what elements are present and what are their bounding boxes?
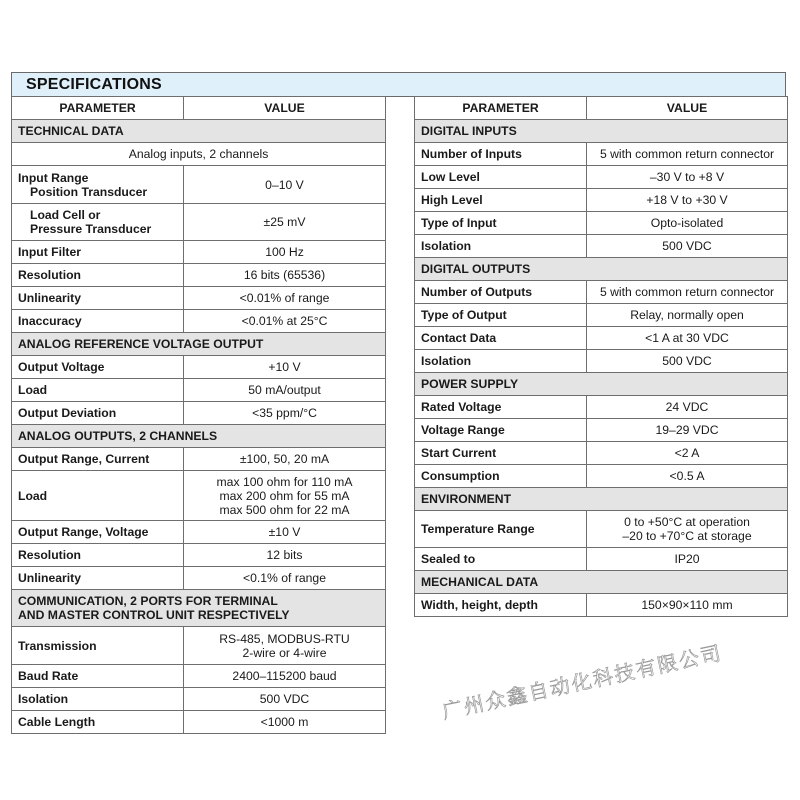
value-cell: 5 with common return connector [587,281,788,304]
section-heading: ANALOG REFERENCE VOLTAGE OUTPUT [12,333,386,356]
value-line: RS-485, MODBUS-RTU [219,631,350,646]
param-cell: Output Voltage [12,356,184,379]
section-heading: DIGITAL OUTPUTS [415,258,788,281]
value-cell: IP20 [587,548,788,571]
param-cell: Transmission [12,627,184,665]
table-row [12,544,386,567]
value-cell: <0.5 A [587,465,788,488]
column-header-parameter: PARAMETER [12,97,184,120]
param-cell: Contact Data [415,327,587,350]
table-row [415,465,788,488]
param-cell: Width, height, depth [415,594,587,617]
value-cell: <0.01% of range [184,287,386,310]
table-row [415,442,788,465]
table-row [12,688,386,711]
param-cell: Isolation [415,235,587,258]
param-cell: Unlinearity [12,287,184,310]
value-cell: +10 V [184,356,386,379]
param-cell: Isolation [12,688,184,711]
table-row [12,521,386,544]
table-row [415,548,788,571]
value-cell: 100 Hz [184,241,386,264]
section-heading: DIGITAL INPUTS [415,120,788,143]
section-digital-inputs [415,120,788,143]
param-cell: Temperature Range [415,511,587,548]
table-row [415,304,788,327]
param-cell: Start Current [415,442,587,465]
value-line: 0 to +50°C at operation [624,515,750,529]
value-cell [184,627,386,665]
watermark: 广州众鑫自动化科技有限公司 [440,640,725,724]
section-heading-line: AND MASTER CONTROL UNIT RESPECTIVELY [18,608,290,622]
value-cell: 24 VDC [587,396,788,419]
param-cell: High Level [415,189,587,212]
param-cell: Low Level [415,166,587,189]
value-cell [587,511,788,548]
value-cell: 500 VDC [184,688,386,711]
value-cell: <0.1% of range [184,567,386,590]
table-row [12,264,386,287]
section-heading [12,590,386,627]
table-row [415,143,788,166]
table-row [415,281,788,304]
table-row [12,241,386,264]
value-cell: 0–10 V [184,166,386,204]
param-cell [12,204,184,241]
value-line: max 500 ohm for 22 mA [219,502,350,517]
param-cell: Inaccuracy [12,310,184,333]
value-cell: 500 VDC [587,350,788,373]
specifications-title-band [11,72,786,97]
section-heading: MECHANICAL DATA [415,571,788,594]
value-line: max 200 ohm for 55 mA [219,488,350,503]
value-cell: 5 with common return connector [587,143,788,166]
param-cell: Output Range, Current [12,448,184,471]
param-sublabel: Position Transducer [30,184,148,199]
section-communication [12,590,386,627]
value-cell: –30 V to +8 V [587,166,788,189]
param-cell: Voltage Range [415,419,587,442]
value-cell: 16 bits (65536) [184,264,386,287]
value-cell: <35 ppm/°C [184,402,386,425]
param-sublabel: Pressure Transducer [30,222,152,236]
column-header-value: VALUE [587,97,788,120]
table-row [12,310,386,333]
section-analog-reference [12,333,386,356]
header-row [415,97,788,120]
table-row [12,665,386,688]
table-row [12,287,386,310]
value-cell: 500 VDC [587,235,788,258]
param-cell: Number of Inputs [415,143,587,166]
param-cell: Resolution [12,264,184,287]
param-cell: Rated Voltage [415,396,587,419]
table-row [415,212,788,235]
table-row [415,396,788,419]
param-cell: Type of Output [415,304,587,327]
param-cell: Output Range, Voltage [12,521,184,544]
column-header-value: VALUE [184,97,386,120]
param-cell: Output Deviation [12,402,184,425]
table-row [415,594,788,617]
value-cell: 2400–115200 baud [184,665,386,688]
table-row [12,711,386,734]
table-row [12,356,386,379]
section-technical-data [12,120,386,143]
table-row [12,204,386,241]
value-cell: ±10 V [184,521,386,544]
value-cell: 19–29 VDC [587,419,788,442]
table-row [415,327,788,350]
param-cell: Unlinearity [12,567,184,590]
param-cell: Type of Input [415,212,587,235]
column-header-parameter: PARAMETER [415,97,587,120]
param-label: Input Range [18,170,89,185]
param-cell: Load [12,379,184,402]
table-row [415,511,788,548]
right-spec-table [414,96,788,617]
param-cell [12,166,184,204]
param-cell: Input Filter [12,241,184,264]
header-row [12,97,386,120]
param-cell: Consumption [415,465,587,488]
param-cell: Baud Rate [12,665,184,688]
table-row [415,419,788,442]
left-spec-table [11,96,386,734]
section-heading-line: COMMUNICATION, 2 PORTS FOR TERMINAL [18,594,278,608]
section-power-supply [415,373,788,396]
value-cell: ±100, 50, 20 mA [184,448,386,471]
section-heading: POWER SUPPLY [415,373,788,396]
table-row [12,379,386,402]
table-row [415,189,788,212]
table-row [12,166,386,204]
value-cell: +18 V to +30 V [587,189,788,212]
section-heading: ANALOG OUTPUTS, 2 CHANNELS [12,425,386,448]
value-cell: 50 mA/output [184,379,386,402]
table-row [415,166,788,189]
param-cell: Sealed to [415,548,587,571]
param-cell: Isolation [415,350,587,373]
section-heading: ENVIRONMENT [415,488,788,511]
value-cell [184,471,386,521]
param-cell: Number of Outputs [415,281,587,304]
value-line: max 100 ohm for 110 mA [216,474,353,489]
value-cell: <0.01% at 25°C [184,310,386,333]
section-mechanical-data [415,571,788,594]
section-environment [415,488,788,511]
value-cell: <1000 m [184,711,386,734]
table-row [12,471,386,521]
param-cell: Cable Length [12,711,184,734]
value-cell: Opto-isolated [587,212,788,235]
value-line: 2-wire or 4-wire [242,645,327,660]
table-row [12,402,386,425]
param-label: Load Cell or [30,208,101,222]
value-line: –20 to +70°C at storage [622,529,752,543]
param-cell: Resolution [12,544,184,567]
table-row [12,567,386,590]
value-cell: 12 bits [184,544,386,567]
note-row [12,143,386,166]
table-row [415,350,788,373]
table-row [12,627,386,665]
value-cell: Relay, normally open [587,304,788,327]
value-cell: ±25 mV [184,204,386,241]
page-title: SPECIFICATIONS [26,76,162,93]
table-row [12,448,386,471]
param-cell: Load [12,471,184,521]
value-cell: 150×90×110 mm [587,594,788,617]
value-cell: <2 A [587,442,788,465]
section-heading: TECHNICAL DATA [12,120,386,143]
value-cell: <1 A at 30 VDC [587,327,788,350]
section-digital-outputs [415,258,788,281]
note-text: Analog inputs, 2 channels [12,143,386,166]
table-row [415,235,788,258]
section-analog-outputs [12,425,386,448]
